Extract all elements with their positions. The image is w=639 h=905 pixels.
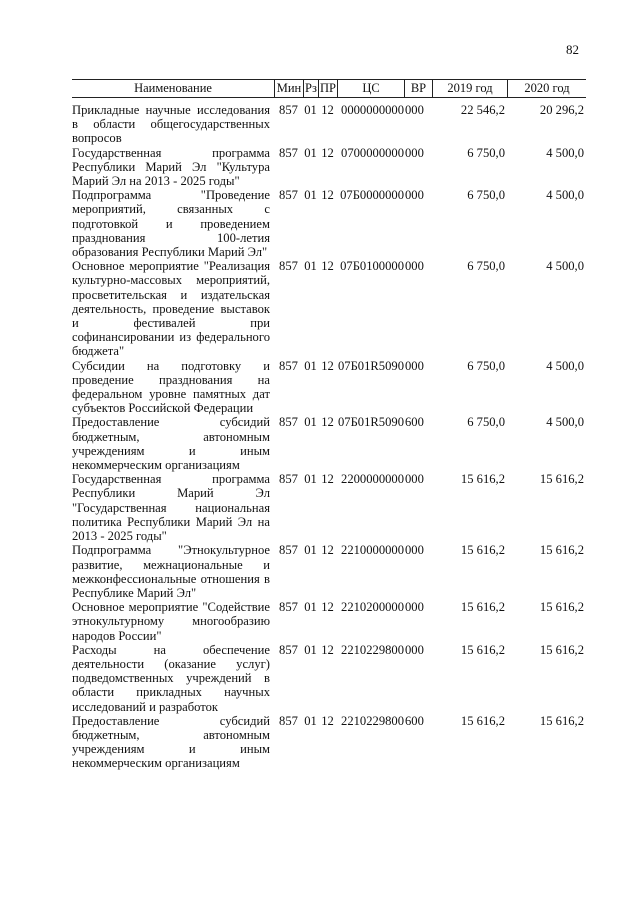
row-vr: 000 — [405, 642, 424, 657]
row-pr: 12 — [321, 188, 334, 203]
row-vr: 000 — [405, 103, 424, 117]
table-row — [72, 146, 586, 189]
row-pr: 12 — [321, 103, 334, 117]
row-pr: 12 — [321, 472, 334, 487]
table-row — [72, 714, 586, 771]
row-vr: 000 — [405, 358, 424, 373]
row-2019: 15 616,2 — [460, 543, 505, 558]
row-rz: 01 — [304, 188, 317, 203]
row-cs: 2210229800 — [341, 713, 404, 728]
row-pr: 12 — [321, 713, 334, 728]
row-rz: 01 — [304, 543, 317, 558]
row-2019: 15 616,2 — [460, 472, 505, 487]
table-row — [72, 188, 586, 259]
header-vr: ВР — [404, 80, 432, 97]
row-cs: 0000000000 — [341, 103, 404, 117]
row-2020: 4 500,0 — [546, 358, 584, 373]
table-row — [72, 472, 586, 543]
row-2019: 6 750,0 — [467, 415, 505, 430]
row-2020: 4 500,0 — [546, 415, 584, 430]
row-vr: 000 — [405, 543, 424, 558]
table-body — [72, 98, 586, 771]
row-min: 857 — [279, 103, 298, 117]
row-min: 857 — [279, 415, 298, 430]
table-row — [72, 259, 586, 358]
row-2020: 20 296,2 — [539, 103, 584, 117]
row-2020: 15 616,2 — [539, 713, 584, 728]
row-name: Подпрограмма "Проведение мероприятий, связанных с подготовкой и проведением празднования 100-летия образования Республики Марий Эл" — [72, 188, 270, 260]
row-2020: 4 500,0 — [546, 259, 584, 274]
row-name: Расходы на обеспечение деятельности (оказание услуг) подведомственных учреждений в области прикладных научных исследований и разработок — [72, 642, 270, 714]
row-vr: 600 — [405, 713, 424, 728]
row-2019: 6 750,0 — [467, 259, 505, 274]
row-2019: 6 750,0 — [467, 188, 505, 203]
row-rz: 01 — [304, 642, 317, 657]
row-rz: 01 — [304, 103, 317, 117]
row-min: 857 — [279, 358, 298, 373]
row-cs: 07Б0000000 — [340, 188, 404, 203]
header-cs: ЦС — [337, 80, 404, 97]
row-cs: 0700000000 — [341, 145, 404, 160]
row-name: Предоставление субсидий бюджетным, автономным учреждениям и иным некоммерческим организациям — [72, 713, 270, 771]
row-rz: 01 — [304, 472, 317, 487]
row-min: 857 — [279, 472, 298, 487]
row-2020: 4 500,0 — [546, 145, 584, 160]
row-min: 857 — [279, 259, 298, 274]
row-2020: 15 616,2 — [539, 642, 584, 657]
header-2019: 2019 год — [432, 80, 507, 97]
header-rz: Рз — [303, 80, 318, 97]
row-vr: 000 — [405, 472, 424, 487]
row-rz: 01 — [304, 415, 317, 430]
table-row — [72, 600, 586, 643]
table-row — [72, 415, 586, 472]
row-rz: 01 — [304, 358, 317, 373]
row-pr: 12 — [321, 358, 334, 373]
row-pr: 12 — [321, 145, 334, 160]
table-row — [72, 543, 586, 600]
row-rz: 01 — [304, 259, 317, 274]
row-min: 857 — [279, 543, 298, 558]
row-2019: 6 750,0 — [467, 358, 505, 373]
row-min: 857 — [279, 145, 298, 160]
row-2019: 22 546,2 — [460, 103, 505, 117]
row-cs: 07Б01R5090 — [337, 415, 404, 430]
table-header — [72, 79, 586, 98]
row-vr: 000 — [405, 145, 424, 160]
row-name: Прикладные научные исследования в области общегосударственных вопросов — [72, 103, 270, 146]
row-name: Государственная программа Республики Марий Эл "Культура Марий Эл на 2013 - 2025 годы" — [72, 145, 270, 189]
header-2020: 2020 год — [507, 80, 586, 97]
row-cs: 2210200000 — [341, 600, 404, 615]
row-pr: 12 — [321, 642, 334, 657]
row-name: Основное мероприятие "Реализация культурно-массовых мероприятий, просветительская и издательская деятельность, проведение выставок и фестивалей при софинансировании из федерального бюджета" — [72, 259, 270, 359]
row-2020: 15 616,2 — [539, 600, 584, 615]
row-min: 857 — [279, 600, 298, 615]
row-2019: 15 616,2 — [460, 713, 505, 728]
row-min: 857 — [279, 713, 298, 728]
table-row — [72, 359, 586, 416]
row-2020: 4 500,0 — [546, 188, 584, 203]
row-rz: 01 — [304, 713, 317, 728]
row-min: 857 — [279, 188, 298, 203]
row-vr: 000 — [405, 600, 424, 615]
row-cs: 07Б0100000 — [340, 259, 404, 274]
row-name: Подпрограмма "Этнокультурное развитие, межнациональные и межконфессиональные отношения в Республике Марий Эл" — [72, 543, 270, 600]
row-pr: 12 — [321, 543, 334, 558]
table-row — [72, 643, 586, 714]
row-pr: 12 — [321, 415, 334, 430]
row-cs: 2210000000 — [341, 543, 404, 558]
table-row — [72, 103, 586, 146]
header-pr: ПР — [320, 81, 336, 95]
budget-table — [72, 79, 586, 771]
row-name: Предоставление субсидий бюджетным, автономным учреждениям и иным некоммерческим организациям — [72, 415, 270, 473]
row-2020: 15 616,2 — [539, 543, 584, 558]
row-rz: 01 — [304, 145, 317, 160]
row-name: Субсидии на подготовку и проведение празднования на федеральном уровне памятных дат субъектов Российской Федерации — [72, 358, 270, 416]
row-rz: 01 — [304, 600, 317, 615]
row-2019: 15 616,2 — [460, 642, 505, 657]
row-2019: 15 616,2 — [460, 600, 505, 615]
row-cs: 2200000000 — [341, 472, 404, 487]
row-vr: 600 — [405, 415, 424, 430]
row-name: Государственная программа Республики Марий Эл "Государственная национальная политика Республики Марий Эл на 2013 - 2025 годы" — [72, 472, 270, 544]
row-vr: 000 — [405, 188, 424, 203]
row-min: 857 — [279, 642, 298, 657]
header-min: Мин — [274, 80, 303, 97]
row-2020: 15 616,2 — [539, 472, 584, 487]
row-name: Основное мероприятие "Содействие этнокультурному многообразию народов России" — [72, 600, 270, 643]
row-pr: 12 — [321, 259, 334, 274]
page-number: 82 — [566, 42, 579, 57]
row-pr: 12 — [321, 600, 334, 615]
row-vr: 000 — [405, 259, 424, 274]
row-2019: 6 750,0 — [467, 145, 505, 160]
header-name: Наименование — [134, 81, 212, 95]
row-cs: 2210229800 — [341, 642, 404, 657]
row-cs: 07Б01R5090 — [337, 358, 404, 373]
